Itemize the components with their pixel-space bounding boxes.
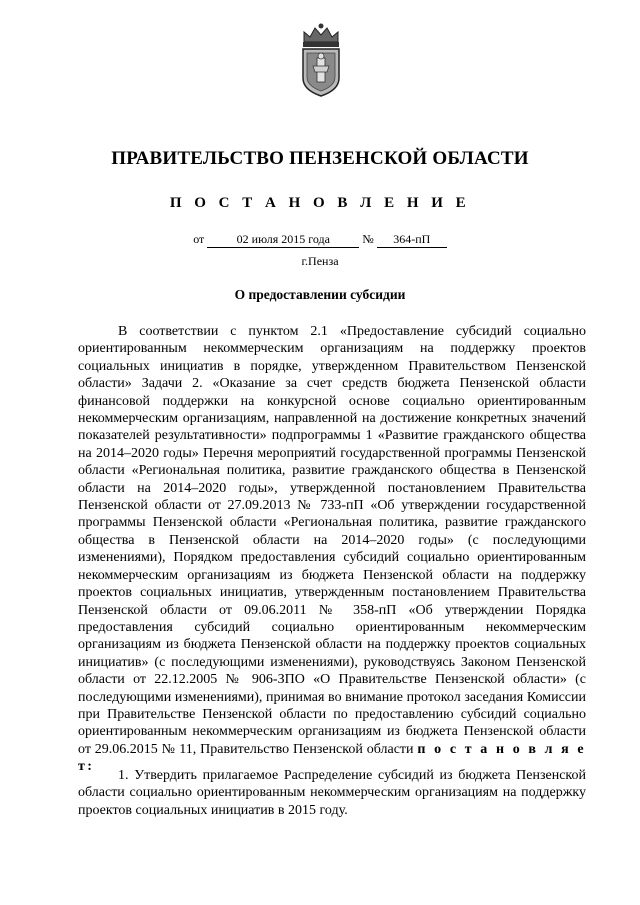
resolution-item-1: 1. Утвердить прилагаемое Распределение субсидий из бюджета Пензенской области социально ориентированным некоммерческим организациям на поддержку проектов социальных инициатив в 2015 году.	[78, 768, 586, 818]
date-prefix-label: от	[193, 232, 205, 246]
coat-of-arms-emblem	[296, 22, 346, 98]
preamble-text: В соответствии с пунктом 2.1 «Предоставление субсидий социально ориентированным некоммерческим организациям на поддержку проектов социальных инициатив в порядке, утвержденном Правительством Пензенской области» Задачи 2. «Оказание за счет средств бюджета Пензенской области финансовой поддержки на конкурсной основе социально ориентированным некоммерческим организациям, направленной на достижение конкретных значений показателей результативности» подпрограммы 1 «Развитие гражданского общества на 2014–2020 годы» Перечня мероприятий государственной программы Пензенской области «Региональная политика, развитие гражданского общества в Пензенской области на 2014–2020 годы», утвержденной постановлением Правительства Пензенской области от 27.09.2013 № 733-пП «Об утверждении государственной программы Пензенской области «Региональная политика, развитие гражданского общества в Пензенской области на 2014–2020 годы» (с последующими изменениями), Порядком предоставления субсидий социально ориентированным некоммерческим организациям из бюджета Пензенской области на поддержку проектов социальных инициатив, утвержденным постановлением Правительства Пензенской области от 09.06.2011 № 358-пП «Об утверждении Порядка предоставления субсидий социально ориентированным некоммерческим организациям из бюджета Пензенской области на поддержку проектов социальных инициатив» (с последующими изменениями), руководствуясь Законом Пензенской области от 22.12.2005 № 906-ЗПО «О Правительстве Пензенской области» (с последующими изменениями), принимая во внимание протокол заседания Комиссии при Правительстве Пензенской области по предоставлению субсидий социально ориентированным некоммерческим организациям из бюджета Пензенской области от 29.06.2015 № 11, Правительство Пензенской области	[78, 324, 586, 757]
document-subject: О предоставлении субсидии	[234, 287, 406, 302]
resolves-word: п о с т а н о в л я е т:	[78, 741, 587, 775]
document-type-heading: П О С Т А Н О В Л Е Н И Е	[169, 195, 471, 211]
city-label: г.Пенза	[301, 254, 339, 268]
number-sign-label: №	[362, 232, 374, 246]
document-meta-line	[0, 232, 640, 248]
document-number: 364-пП	[377, 232, 447, 248]
preamble-paragraph	[78, 323, 586, 776]
document-date: 02 июля 2015 года	[207, 232, 359, 248]
government-title: ПРАВИТЕЛЬСТВО ПЕНЗЕНСКОЙ ОБЛАСТИ	[111, 148, 529, 169]
